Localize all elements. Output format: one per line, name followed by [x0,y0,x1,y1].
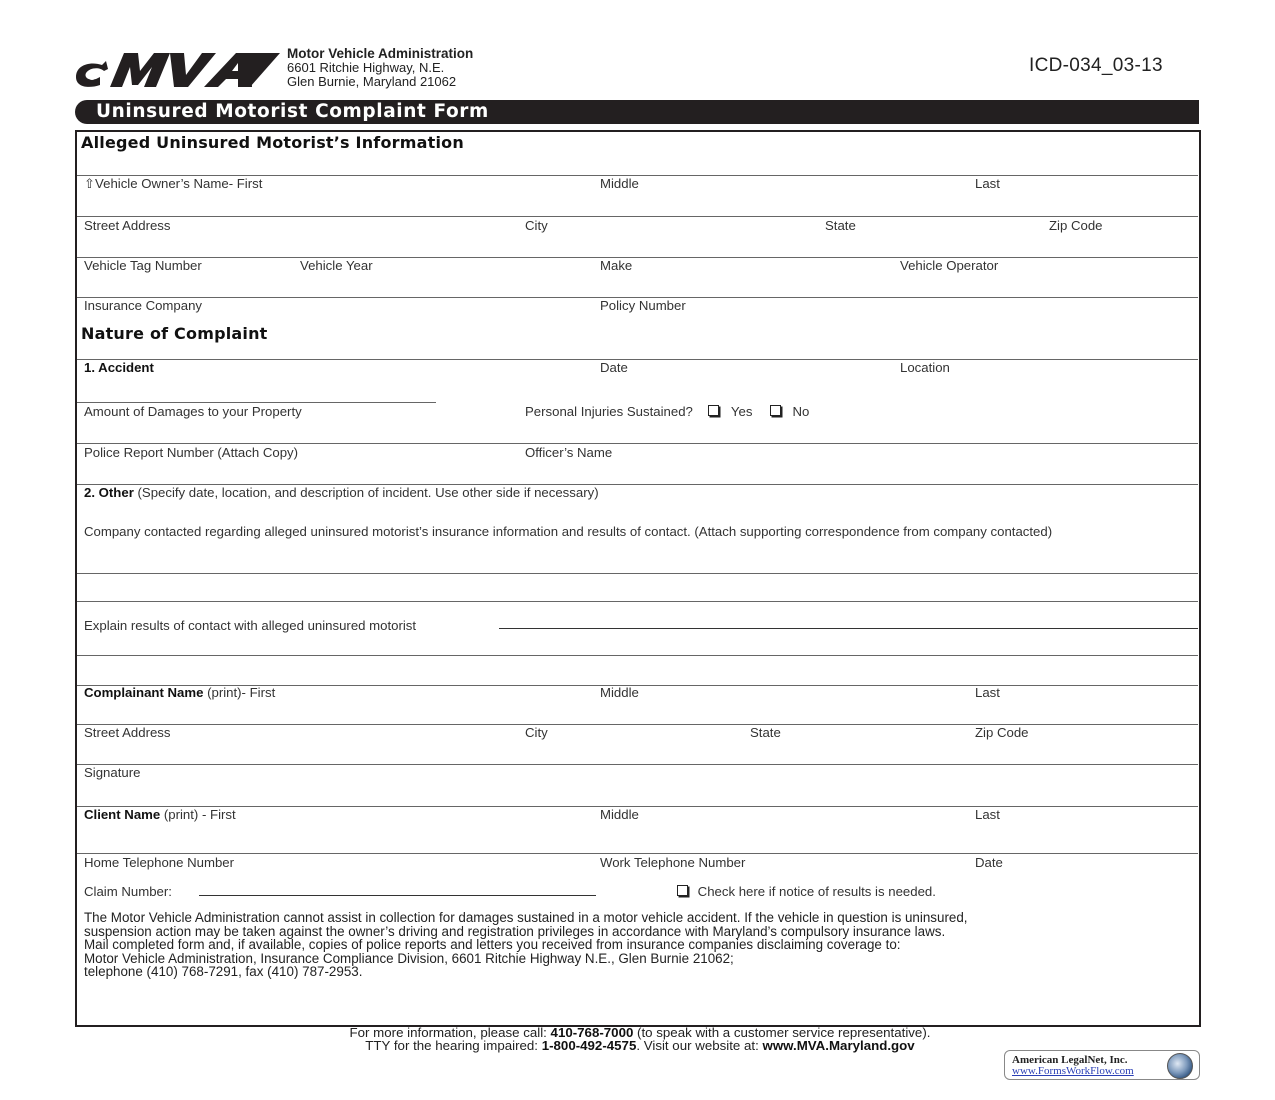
policy-number-field[interactable]: Policy Number [600,298,686,313]
notice-line: The Motor Vehicle Administration cannot assist in collection for damages sustained in a motor vehicle accident. If the vehicle in question is uninsured, [84,910,968,925]
claim-number-input[interactable] [199,895,596,896]
notice-line: Mail completed form and, if available, copies of police reports and letters you received from insurance companies disclaiming coverage to: [84,937,901,952]
vehicle-tag-field[interactable]: Vehicle Tag Number [84,258,202,273]
notice-line: Motor Vehicle Administration, Insurance Compliance Division, 6601 Ritchie Highway N.E., Glen Burnie 21062; [84,950,734,966]
divider [77,443,1198,444]
personal-injuries-question [525,404,809,419]
footer-tty-line [140,1039,1140,1052]
notice-line: suspension action may be taken against the owner’s driving and registration privileges in accordance with Maryland’s compulsory insurance laws. [84,923,946,939]
form-title: Uninsured Motorist Complaint Form [96,101,489,122]
notice-of-results-label: Check here if notice of results is needed. [697,884,936,899]
explain-results-label: Explain results of contact with alleged uninsured motorist [84,618,417,633]
complainant-last-name-field[interactable]: Last [975,685,1000,700]
divider [77,573,1198,574]
legalnet-badge[interactable] [1004,1050,1200,1080]
accident-date-field[interactable]: Date [600,360,628,375]
accident-label [84,360,154,375]
divider [77,257,1198,258]
complainant-zip-field[interactable]: Zip Code [975,725,1029,740]
legalnet-company: American LegalNet, Inc. [1012,1054,1128,1066]
divider [77,724,1198,725]
divider [77,764,1198,765]
globe-icon [1167,1053,1193,1079]
complainant-name-label: Complainant Name [84,685,204,700]
agency-address-line1: 6601 Ritchie Highway, N.E. [287,60,445,75]
footer-info-text: For more information, please call: [349,1025,551,1040]
signature-field[interactable]: Signature [84,765,141,780]
owner-street-field[interactable]: Street Address [84,218,171,233]
owner-last-name-field[interactable]: Last [975,176,1000,191]
other-instructions: (Specify date, location, and description of incident. Use other side if necessary) [133,485,599,500]
injuries-yes-checkbox[interactable] [708,405,719,416]
notice-of-results-option [677,884,936,899]
tty-phone: 1-800-492-4575 [541,1038,637,1053]
owner-state-field[interactable]: State [825,218,856,233]
notice-text [84,911,1194,979]
divider [77,655,1198,656]
injuries-yes-label: Yes [730,404,753,419]
section-heading-motorist-info: Alleged Uninsured Motorist’s Information [81,133,464,152]
insurance-company-field[interactable]: Insurance Company [84,298,203,313]
work-telephone-field[interactable]: Work Telephone Number [600,855,746,870]
vehicle-operator-field[interactable]: Vehicle Operator [900,258,999,273]
agency-address-line2: Glen Burnie, Maryland 21062 [287,74,457,89]
client-last-name-field[interactable]: Last [975,807,1000,822]
claim-number-label: Claim Number: [84,884,172,899]
client-middle-name-field[interactable]: Middle [600,807,639,822]
notice-of-results-checkbox[interactable] [677,885,688,896]
divider [77,216,1198,217]
accident-location-field[interactable]: Location [900,360,950,375]
legalnet-url-link[interactable]: www.FormsWorkFlow.com [1012,1065,1134,1077]
explain-results-input[interactable] [499,628,1198,629]
form-id: ICD-034_03-13 [1029,55,1163,76]
client-date-field[interactable]: Date [975,855,1003,870]
complainant-street-field[interactable]: Street Address [84,725,171,740]
injuries-no-label: No [792,404,810,419]
complainant-state-field[interactable]: State [750,725,781,740]
client-name-suffix: (print) - First [160,807,236,822]
website-link[interactable]: www.MVA.Maryland.gov [762,1038,915,1053]
divider [77,402,436,403]
complainant-name-suffix: (print)- First [203,685,276,700]
client-name-label: Client Name [84,807,161,822]
agency-name: Motor Vehicle Administration [287,46,474,61]
company-contacted-field[interactable]: Company contacted regarding alleged uninsured motorist’s insurance information and results of contact. (Attach supporting correspondence from company contacted) [84,524,1053,539]
damages-amount-field[interactable]: Amount of Damages to your Property [84,404,302,419]
complainant-first-name-field[interactable] [84,685,275,700]
divider [77,359,1198,360]
divider [77,601,1198,602]
footer-info-suffix: (to speak with a customer service representative). [633,1025,931,1040]
vehicle-year-field[interactable]: Vehicle Year [300,258,373,273]
officer-name-field[interactable]: Officer’s Name [525,445,613,460]
other-incident-field[interactable] [84,485,599,500]
owner-middle-name-field[interactable]: Middle [600,176,639,191]
customer-service-phone: 410-768-7000 [550,1025,634,1040]
mva-emblem-icon [76,61,108,87]
agency-info [287,47,473,89]
footer-website-text: . Visit our website at: [636,1038,763,1053]
home-telephone-field[interactable]: Home Telephone Number [84,855,235,870]
footer-tty-text: TTY for the hearing impaired: [365,1038,542,1053]
section-heading-nature-of-complaint: Nature of Complaint [81,324,268,343]
complainant-city-field[interactable]: City [525,725,548,740]
client-first-name-field[interactable] [84,807,236,822]
vehicle-make-field[interactable]: Make [600,258,633,273]
other-label: 2. Other [84,485,134,500]
notice-line: telephone (410) 768-7291, fax (410) 787-2953. [84,964,363,979]
personal-injuries-label: Personal Injuries Sustained? [525,404,693,419]
owner-city-field[interactable]: City [525,218,548,233]
mva-logo [74,49,282,89]
complainant-middle-name-field[interactable]: Middle [600,685,639,700]
accident-label-text: 1. Accident [84,360,154,375]
divider [77,853,1198,854]
owner-zip-field[interactable]: Zip Code [1049,218,1103,233]
police-report-field[interactable]: Police Report Number (Attach Copy) [84,445,299,460]
owner-first-name-field[interactable]: ⇧Vehicle Owner’s Name- First [84,176,263,191]
injuries-no-checkbox[interactable] [770,405,781,416]
form-frame [75,130,1201,1027]
